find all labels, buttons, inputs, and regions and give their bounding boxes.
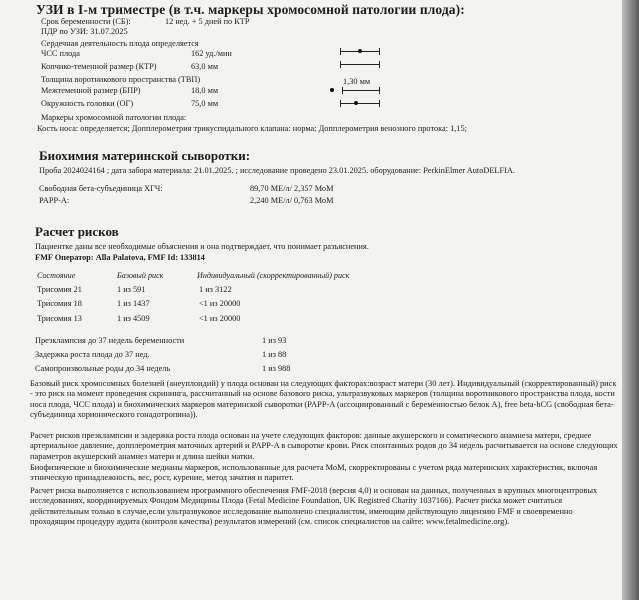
other-risk-name: Самопроизвольные роды до 34 недель xyxy=(35,364,171,373)
risk-col-header: Состояние xyxy=(37,271,76,280)
measure-value: 162 уд./мин xyxy=(191,49,232,58)
risk-col-header: Базовый риск xyxy=(117,271,164,280)
risk-cell: <1 из 20000 xyxy=(199,314,241,323)
markers-heading: Маркеры хромосомной патологии плода: xyxy=(41,113,187,122)
biochem-heading: Биохимия материнской сыворотки: xyxy=(39,148,251,163)
risk-cell: Трисомия 18 xyxy=(37,299,82,308)
measure-name: Копчико-теменной размер (КТР) xyxy=(41,62,157,71)
range-marker xyxy=(340,47,380,57)
cardiac-line: Сердечная деятельность плода определяется xyxy=(41,39,199,48)
measure-value: 18,0 мм xyxy=(191,86,219,95)
page-title: УЗИ в I-м триместре (в т.ч. маркеры хромосомной патологии плода): xyxy=(36,2,465,17)
markers-text: Кость носа: определяется; Допплерометрия трикуспидального клапана: норма; Допплерометрия венозного протока: 1,15; xyxy=(37,124,467,133)
other-risk-value: 1 из 988 xyxy=(262,364,291,373)
risk-cell: 1 из 591 xyxy=(117,285,146,294)
explanation-paragraph: Расчет рисков преэклампсии и задержка роста плода основан на учете следующих факторов: данные акушерского и соматического анамнеза матери, среднее артериальное давление, допплерометрия маточных артерий и PAPP-A в сыворотке крови. Риск спонтанных родов до 34 недель расчитывается на основе следующих параметров акушерский анамнез матери и длина шейки матки. xyxy=(30,431,618,461)
risk-cell: 1 из 4509 xyxy=(117,314,150,323)
biochem-value: 89,70 МЕ/л/ 2,357 МоМ xyxy=(250,184,334,193)
pdr-line: ПДР по УЗИ: 31.07.2025 xyxy=(41,27,128,36)
range-marker xyxy=(340,99,380,109)
biochem-name: PAPP-A: xyxy=(39,196,70,205)
range-marker xyxy=(330,86,380,96)
risk-cell: Трисомия 13 xyxy=(37,314,82,323)
biochem-name: Свободная бета-субъединица ХГЧ: xyxy=(39,184,163,193)
term-value: 12 нед. + 5 дней по КТР xyxy=(165,17,250,26)
risk-cell: 1 из 3122 xyxy=(199,285,232,294)
explanation-paragraph: Расчет риска выполняется с использованием программного обеспечения FMF-2018 (версия 4,0) и основан на данных, полученных в крупных многоцентровых исследованиях, координируемых Фондом Медицины Плода (Fetal Medicine Foundation, UK Registred Charity 1037166). Расчет риска может считаться действительным только в случае,если ультразвуковое исследование выполнено специалистом, имеющим действующую лицензию FMF и своевременно проходящим процедуру аудита (контроля качества) результатов измерений (см. список специалистов на сайте: www.fetalmedicine.org). xyxy=(30,486,598,527)
risk-col-header: Индивидуальный (скорректированный) риск xyxy=(197,271,350,280)
risk-cell: Трисомия 21 xyxy=(37,285,82,294)
risk-cell: <1 из 20000 xyxy=(199,299,241,308)
risk-heading: Расчет рисков xyxy=(35,224,119,239)
risk-operator: FMF Оператор: Alla Palatova, FMF Id: 133814 xyxy=(35,253,205,262)
measure-marker-value: 1,30 мм xyxy=(343,77,371,86)
measure-name: ЧСС плода xyxy=(41,49,80,58)
explanation-paragraph: Биофизические и биохимические медианы маркеров, использованные для расчета МоМ, скорректированы с учетом ряда материнских характеристик, включая этническую принадлежность, вес, рост, курение, метод зачатия и паритет. xyxy=(30,463,598,483)
biochem-sample-line: Проба 2024024164 ; дата забора материала: 21.01.2025. ; исследование проведено 23.01.2025. оборудование: PerkinElmer AutoDELFIA. xyxy=(39,166,515,175)
term-label: Срок беременности (СБ): xyxy=(41,17,131,26)
other-risk-name: Преэклампсия до 37 недель беременности xyxy=(35,336,185,345)
measure-name: Межтеменной размер (БПР) xyxy=(41,86,141,95)
other-risk-name: Задержка роста плода до 37 нед. xyxy=(35,350,150,359)
risk-note: Пациентке даны все необходимые объяснения и она подтверждает, что понимает разъяснения. xyxy=(35,242,369,251)
range-marker xyxy=(340,60,380,70)
risk-cell: 1 из 1437 xyxy=(117,299,150,308)
measure-name: Толщина воротникового пространства (ТВП) xyxy=(41,75,201,84)
page-edge-shadow xyxy=(622,0,639,600)
other-risk-value: 1 из 88 xyxy=(262,350,287,359)
measure-value: 63,0 мм xyxy=(191,62,219,71)
explanation-paragraph: Базовый риск хромосомных болезней (анеуплоидий) у плода основан на следующих факторах:возраст матери (30 лет). Индивидуальный (скорректированный) риск - это риск на момент проведения скрининга, рассчитанный на основе базового риска, ультразвуковых маркеров (толщина воротникового пространства плода, кости носа плода, ЧСС плода) и биохимических маркеров материнской сыворотки (PAPP-A (ассоциированный с беременностью белок А), free beta-hCG (свободная бета-субъединица хорионического гонадотропина)). xyxy=(30,379,617,420)
biochem-value: 2,240 МЕ/л/ 0,763 МоМ xyxy=(250,196,334,205)
measure-value: 75,0 мм xyxy=(191,99,219,108)
measure-name: Окружность головки (ОГ) xyxy=(41,99,134,108)
other-risk-value: 1 из 93 xyxy=(262,336,287,345)
